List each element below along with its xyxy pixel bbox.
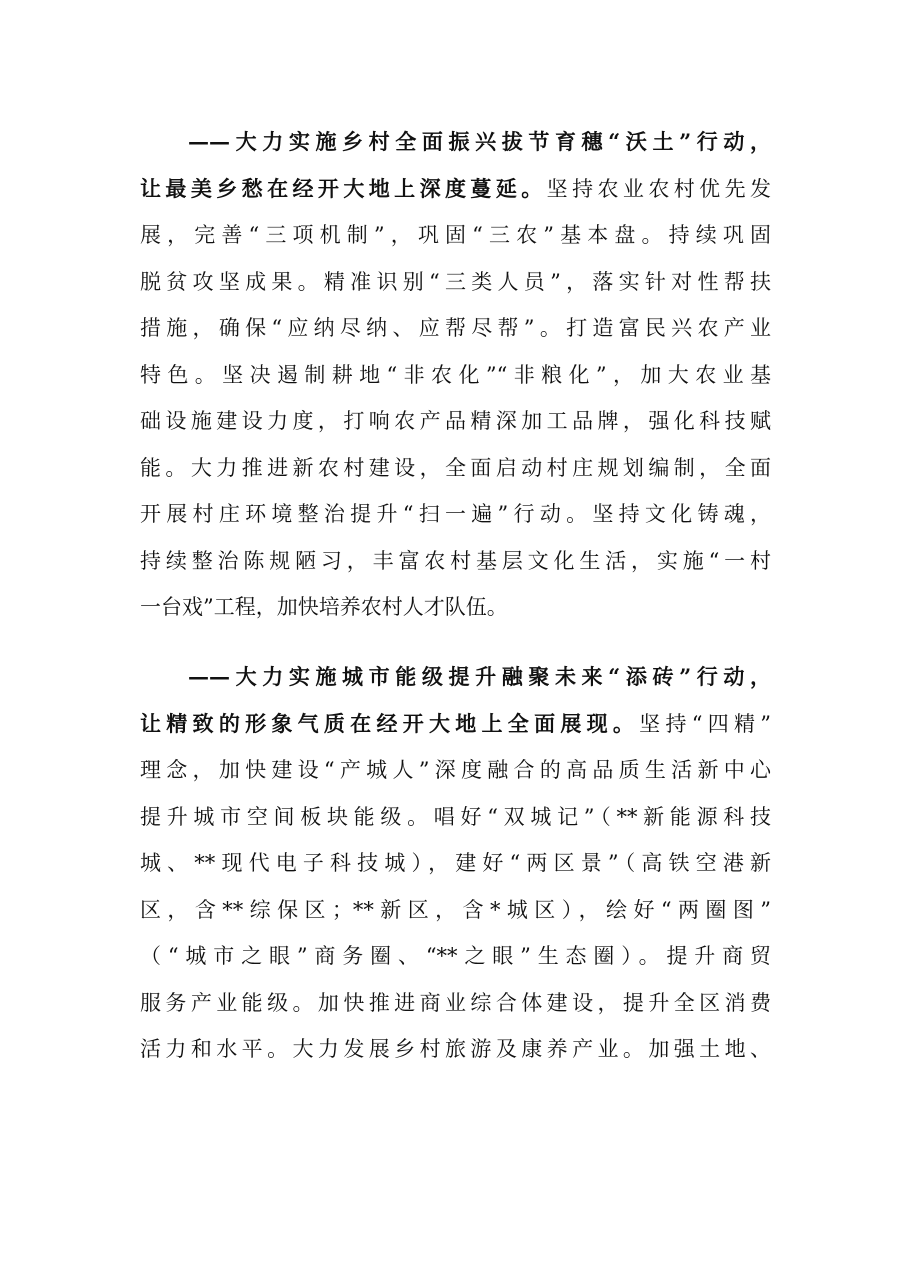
body-text: 开展村庄环境整治提升“扫一遍”行动。坚持文化铸魂， <box>140 502 771 526</box>
body-text: 理念，加快建设“产城人”深度融合的高品质生活新中心 <box>140 758 771 782</box>
text-line <box>140 352 771 399</box>
body-text: 提升城市空间板块能级。唱好“双城记”（**新能源科技 <box>140 804 771 829</box>
text-line <box>140 794 771 841</box>
body-text: 脱贫攻坚成果。精准识别“三类人员”，落实针对性帮扶 <box>140 269 771 294</box>
text-line <box>140 840 771 887</box>
text-line <box>140 538 771 585</box>
text-line <box>140 212 771 259</box>
body-text: 一台戏”工程，加快培养农村人才队伍。 <box>140 595 508 619</box>
paragraph-rural-revitalization <box>140 119 771 631</box>
body-text: 能。大力推进新农村建设，全面启动村庄规划编制，全面 <box>140 455 771 480</box>
body-text: 措施，确保“应纳尽纳、应帮尽帮”。打造富民兴农产业 <box>140 316 771 340</box>
body-text: 特色。坚决遏制耕地“非农化”“非粮化”，加大农业基 <box>140 362 771 387</box>
body-text: 持续整治陈规陋习，丰富农村基层文化生活，实施“一村 <box>140 548 771 573</box>
body-text: 展，完善“三项机制”，巩固“三农”基本盘。持续巩固 <box>140 223 771 247</box>
bold-heading-text: 让最美乡愁在经开大地上深度蔓延。 <box>140 175 547 201</box>
text-line <box>140 1026 771 1073</box>
body-text: 城、**现代电子科技城），建好“两区景”（高铁空港新 <box>140 851 771 875</box>
text-line <box>140 654 771 701</box>
bold-heading-text: 让精致的形象气质在经开大地上全面展现。 <box>140 710 640 736</box>
text-line <box>140 259 771 306</box>
text-line <box>140 747 771 794</box>
text-line <box>140 491 771 538</box>
text-line <box>140 166 771 213</box>
text-line <box>140 887 771 934</box>
body-text: 坚持农业农村优先发 <box>546 176 771 201</box>
text-line <box>140 305 771 352</box>
body-text: 活力和水平。大力发展乡村旅游及康养产业。加强土地、 <box>140 1037 771 1061</box>
body-text: （“城市之眼”商务圈、“**之眼”生态圈）。提升商贸 <box>140 944 771 968</box>
bold-heading-text: ——大力实施城市能级提升融聚未来“添砖”行动， <box>188 664 771 689</box>
body-text: 础设施建设力度，打响农产品精深加工品牌，强化科技赋 <box>140 409 771 433</box>
text-line <box>140 980 771 1027</box>
text-line <box>140 584 771 631</box>
body-text: 区，含**综保区；**新区，含*城区），绘好“两圈图” <box>140 897 771 922</box>
text-line <box>140 701 771 748</box>
bold-heading-text: ——大力实施乡村全面振兴拔节育穗“沃土”行动， <box>188 129 771 154</box>
body-text: 服务产业能级。加快推进商业综合体建设，提升全区消费 <box>140 990 771 1015</box>
text-line <box>140 398 771 445</box>
paragraph-city-upgrade <box>140 654 771 1073</box>
text-line <box>140 119 771 166</box>
text-line <box>140 445 771 492</box>
body-text: 坚持“四精” <box>639 711 771 736</box>
text-line <box>140 933 771 980</box>
